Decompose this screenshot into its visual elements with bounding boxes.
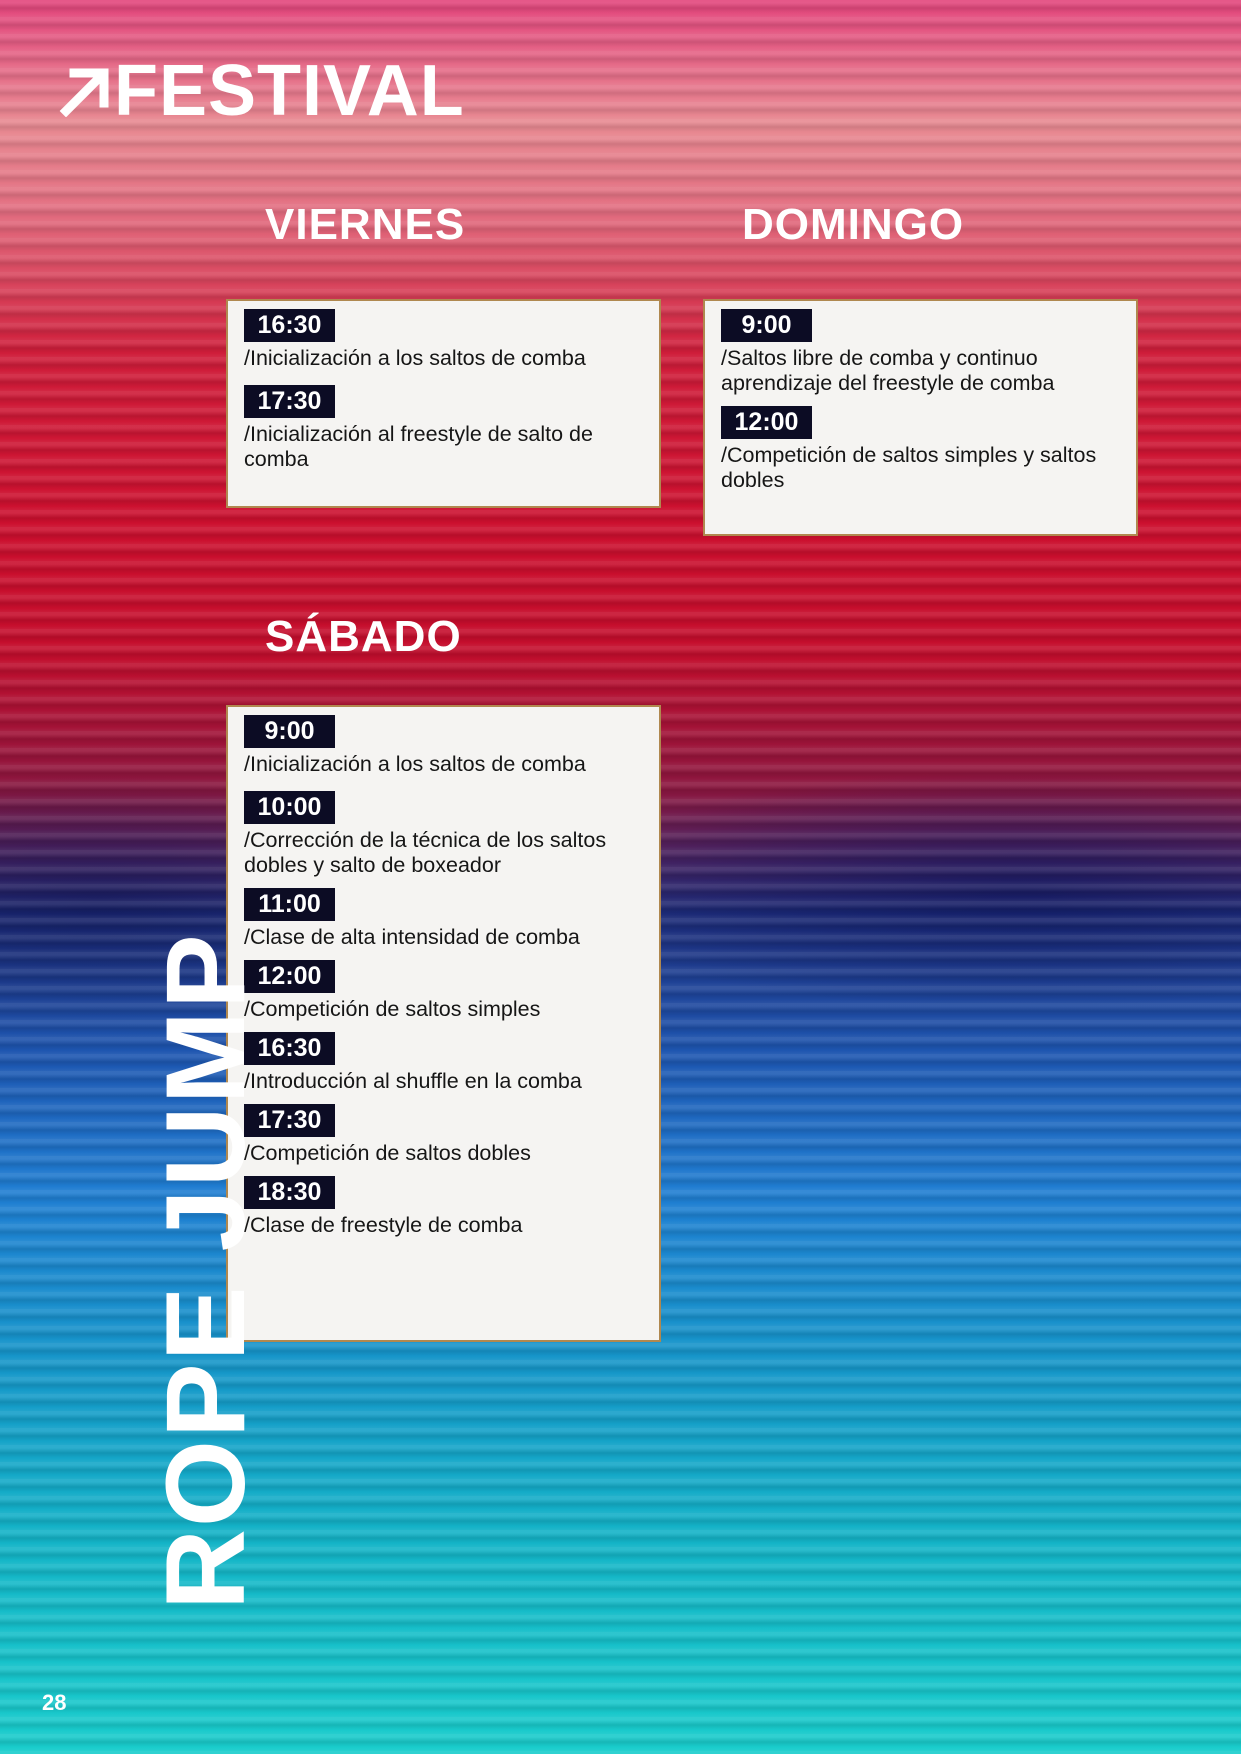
activity-description: /Competición de saltos simples [244, 997, 541, 1021]
day-title-viernes: VIERNES [265, 200, 466, 249]
activity-description: /Clase de alta intensidad de comba [244, 925, 580, 949]
time-badge: 17:30 [244, 1104, 335, 1137]
page-title [58, 50, 465, 132]
activity-description: /Inicialización al freestyle de salto de comba [244, 422, 593, 471]
schedule-entry [244, 791, 643, 878]
activity-description: /Clase de freestyle de comba [244, 1213, 523, 1237]
schedule-entry [244, 1176, 643, 1238]
page-number: 28 [42, 1690, 67, 1715]
time-badge: 18:30 [244, 1176, 335, 1209]
time-badge: 9:00 [721, 309, 812, 342]
time-badge: 16:30 [244, 309, 335, 342]
schedule-card-viernes [226, 299, 661, 508]
time-badge: 11:00 [244, 888, 335, 921]
activity-description: /Corrección de la técnica de los saltos dobles y salto de boxeador [244, 828, 607, 877]
schedule-entry [721, 406, 1120, 493]
time-badge: 17:30 [244, 385, 335, 418]
arrow-up-right-icon [58, 65, 110, 117]
time-badge: 12:00 [721, 406, 812, 439]
schedule-entry [244, 888, 643, 950]
page-title-text: FESTIVAL [114, 51, 465, 131]
schedule-card-domingo [703, 299, 1138, 536]
activity-description: /Saltos libre de comba y continuo aprendizaje del freestyle de comba [721, 346, 1055, 395]
schedule-entry [244, 1104, 643, 1166]
activity-description: /Competición de saltos simples y saltos dobles [721, 443, 1097, 492]
schedule-entry [244, 1032, 643, 1094]
time-badge: 12:00 [244, 960, 335, 993]
activity-description: /Introducción al shuffle en la comba [244, 1069, 582, 1093]
schedule-entry [244, 715, 643, 777]
day-title-domingo: DOMINGO [742, 200, 965, 249]
schedule-entry [244, 960, 643, 1022]
schedule-entry [244, 385, 643, 472]
activity-description: /Inicialización a los saltos de comba [244, 752, 586, 776]
schedule-entry [721, 309, 1120, 396]
time-badge: 16:30 [244, 1032, 335, 1065]
schedule-card-sabado [226, 705, 661, 1342]
schedule-entry [244, 309, 643, 371]
time-badge: 10:00 [244, 791, 335, 824]
time-badge: 9:00 [244, 715, 335, 748]
activity-description: /Inicialización a los saltos de comba [244, 346, 586, 370]
side-title: ROPE JUMP [143, 932, 268, 1610]
activity-description: /Competición de saltos dobles [244, 1141, 531, 1165]
day-title-sabado: SÁBADO [265, 612, 462, 661]
